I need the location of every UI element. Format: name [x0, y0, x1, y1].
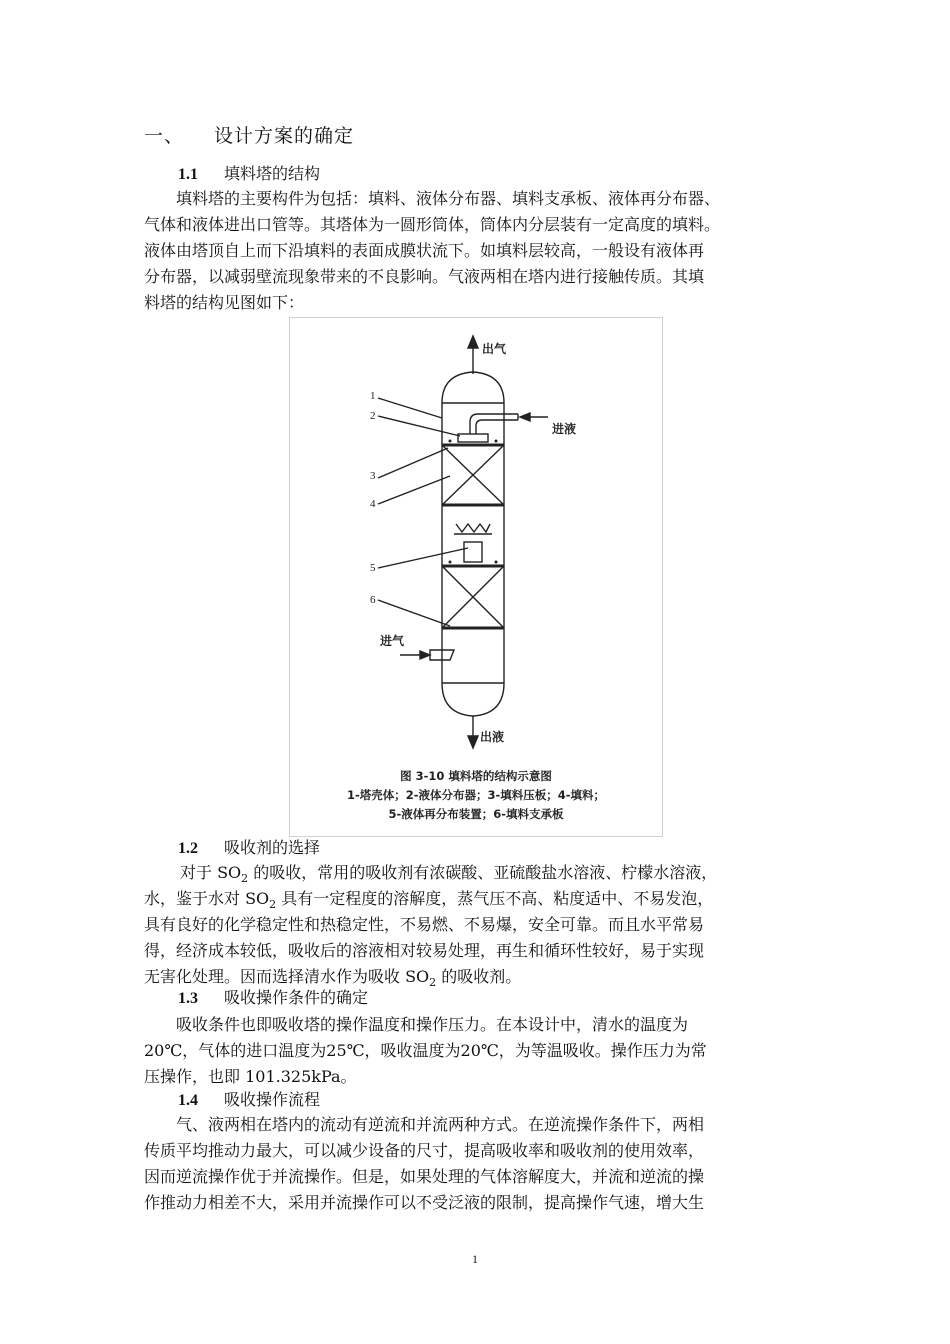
section-title: 设计方案的确定: [214, 125, 355, 147]
top-head: [442, 372, 504, 403]
paragraph-absorbent: [144, 860, 804, 990]
liquid-redistributor: [456, 524, 490, 532]
text-line: 无害化处理。因而选择清水作为吸收 $SO_2$ 的吸收剂。: [144, 967, 522, 989]
text-line: 分布器，以减弱壁流现象带来的不良影响。气液两相在塔内进行接触传质。其填: [144, 267, 705, 286]
part-number-6: 6: [370, 594, 376, 606]
text-line: 压操作，也即 101.325kPa。: [144, 1067, 357, 1086]
subsection-number: 1.1: [178, 166, 198, 183]
text-line: 填料塔的主要构件为包括：填料、液体分布器、填料支承板、液体再分布器、: [176, 189, 721, 208]
subsection-heading-1-3: [178, 986, 368, 1011]
paragraph-process: [144, 1112, 804, 1216]
part-number-4: 4: [370, 498, 376, 510]
subsection-number: 1.3: [178, 990, 198, 1007]
part-number-5: 5: [370, 562, 376, 574]
liquid-out-arrow: [468, 736, 478, 748]
gas-in-arrow: [420, 651, 430, 659]
liquid-in-label: 进液: [552, 422, 577, 436]
text-line: 20℃，气体的进口温度为25℃，吸收温度为20℃，为等温吸收。操作压力为常: [144, 1041, 707, 1060]
part-number-2: 2: [370, 410, 376, 422]
text-line: 气体和液体进出口管等。其塔体为一圆形筒体，筒体内分层装有一定高度的填料。: [144, 215, 721, 234]
text-line: 对于 $SO_2$ 的吸收，常用的吸收剂有浓碳酸、亚硫酸盐水溶液、柠檬水溶液，: [180, 863, 718, 885]
liquid-in-pipe: [470, 414, 518, 434]
subsection-title: 吸收剂的选择: [224, 838, 321, 857]
gas-in-label: 进气: [380, 634, 405, 648]
figure-caption-legend-1: 1-塔壳体；2-液体分布器；3-填料压板；4-填料；: [346, 788, 606, 802]
subsection-number: 1.4: [178, 1092, 198, 1109]
section-number: 一、: [144, 125, 185, 147]
paragraph-conditions: [144, 1012, 804, 1090]
subsection-title: 吸收操作条件的确定: [224, 988, 369, 1007]
text-line: 液体由塔顶自上而下沿填料的表面成膜状流下。如填料层较高，一般设有液体再: [144, 241, 705, 260]
gas-out-arrow: [468, 336, 478, 348]
part-number-1: 1: [370, 390, 376, 402]
packed-tower-diagram: [290, 318, 662, 836]
figure-caption-legend-2: 5-液体再分布装置；6-填料支承板: [388, 807, 564, 821]
liquid-out-label: 出液: [480, 730, 505, 744]
text-line: 传质平均推动力最大，可以减少设备的尺寸，提高吸收率和吸收剂的使用效率，: [144, 1141, 705, 1160]
text-line: 料塔的结构见图如下：: [144, 293, 305, 312]
paragraph-structure: [144, 186, 804, 316]
liquid-in-arrow: [520, 413, 530, 421]
liquid-distributor: [458, 434, 488, 442]
figure-caption-title: 图 3-10 填料塔的结构示意图: [400, 769, 552, 783]
text-line: 气、液两相在塔内的流动有逆流和并流两种方式。在逆流操作条件下，两相: [176, 1115, 705, 1134]
subsection-title: 填料塔的结构: [224, 164, 321, 183]
bottom-head: [442, 683, 504, 716]
text-line: 得，经济成本较低，吸收后的溶液相对较易处理，再生和循环性较好，易于实现: [144, 941, 705, 960]
text-line: 作推动力相差不大，采用并流操作可以不受泛液的限制，提高操作气速，增大生: [144, 1193, 705, 1212]
part-number-3: 3: [370, 470, 376, 482]
section-heading: [144, 121, 354, 148]
subsection-heading-1-2: [178, 836, 320, 861]
subsection-heading-1-1: [178, 162, 320, 187]
text-line: 具有良好的化学稳定性和热稳定性，不易燃、不易爆，安全可靠。而且水平常易: [144, 915, 705, 934]
subsection-heading-1-4: [178, 1088, 320, 1113]
text-line: 水，鉴于水对 $SO_2$ 具有一定程度的溶解度，蒸气压不高、粘度适中、不易发泡，: [144, 889, 714, 911]
page-number: 1: [472, 1252, 478, 1266]
packed-tower-figure: [289, 317, 663, 837]
gas-out-label: 出气: [482, 342, 507, 356]
text-line: 吸收条件也即吸收塔的操作温度和操作压力。在本设计中，清水的温度为: [176, 1015, 689, 1034]
text-line: 因而逆流操作优于并流操作。但是，如果处理的气体溶解度大，并流和逆流的操: [144, 1167, 705, 1186]
subsection-number: 1.2: [178, 840, 198, 857]
subsection-title: 吸收操作流程: [224, 1090, 321, 1109]
